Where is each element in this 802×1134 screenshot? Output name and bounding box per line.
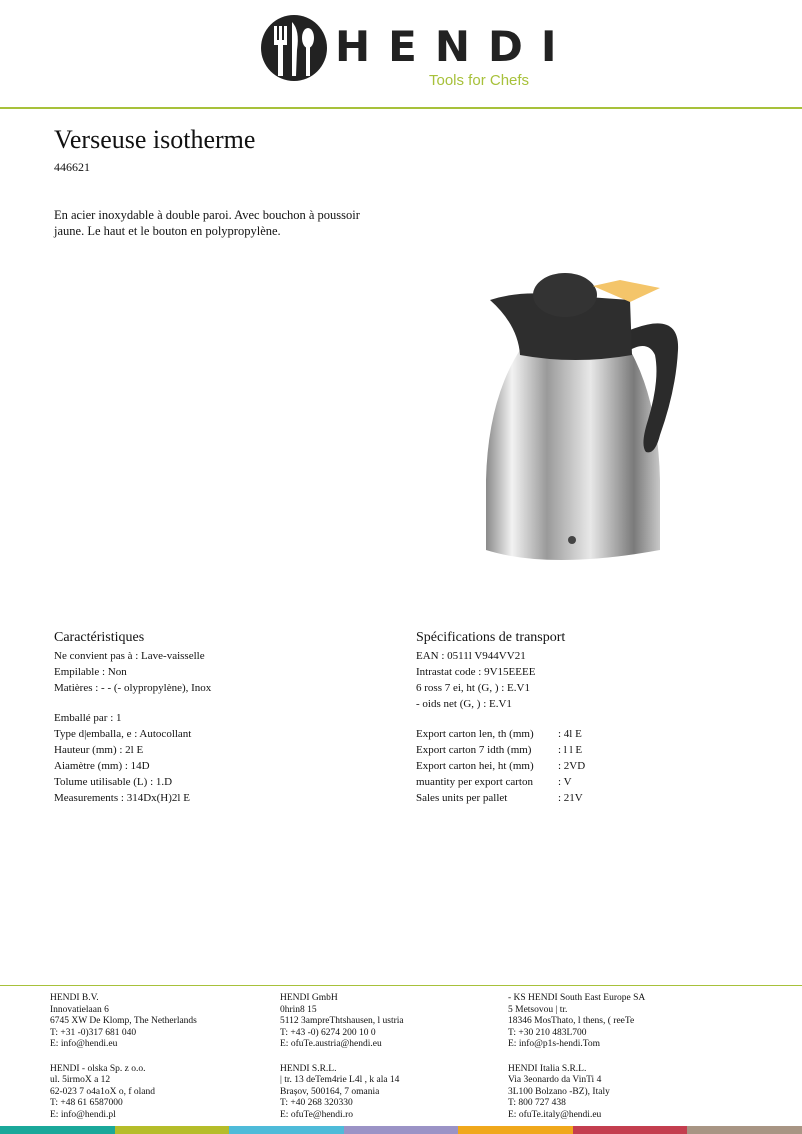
address-line: Via 3eonardo da VinTi 4 — [508, 1075, 602, 1085]
header-divider — [0, 107, 802, 109]
address-line: E: ofuTe@hendi.ro — [280, 1109, 353, 1120]
transport-section — [416, 630, 585, 806]
address-line: E: info@p1s-hendi.Tom — [508, 1039, 600, 1049]
features-heading: Caractéristiques — [54, 630, 145, 645]
feature-line: Measurements : 314Dx(H)2l E — [54, 792, 190, 804]
transport-line: 6 ross 7 ei, ht (G, ) : E.V1 — [416, 682, 530, 694]
address-line: Innovatielaan 6 — [50, 1004, 109, 1015]
address-block — [508, 1064, 645, 1122]
address-line: T: +48 61 6587000 — [50, 1098, 123, 1108]
color-stripe — [229, 1126, 344, 1134]
transport-line: Intrastat code : 9V15EEEE — [416, 666, 536, 678]
address-block — [280, 993, 404, 1051]
features-section — [54, 630, 211, 806]
feature-line: Hauteur (mm) : 2l E — [54, 744, 144, 756]
address-line: T: +30 210 483L700 — [508, 1027, 587, 1038]
color-stripe — [687, 1126, 802, 1134]
row-value: : 4l E — [558, 728, 582, 740]
row-label: Export carton 7 idth (mm) — [416, 744, 532, 756]
feature-line: Type d|emballa, e : Autocollant — [54, 728, 192, 740]
product-description: En acier inoxydable à double paroi. Avec bouchon à poussoir jaune. Le haut et le bouton en polypropylène. — [54, 208, 360, 238]
address-line: 62-023 7 o4a1oX o, f oland — [50, 1086, 156, 1097]
transport-row — [416, 758, 585, 774]
address-line: 6745 XW De Klomp, The Netherlands — [50, 1016, 197, 1026]
footer-column — [280, 993, 404, 1134]
row-label: Export carton hei, ht (mm) — [416, 760, 534, 772]
address-line: E: ofuTe.austria@hendi.eu — [280, 1039, 382, 1049]
address-line: T: +43 -0) 6274 200 10 0 — [280, 1027, 376, 1038]
product-image — [410, 190, 760, 615]
address-line: 5112 3ampreThtshausen, l ustria — [280, 1016, 404, 1026]
address-line: E: info@hendi.pl — [50, 1109, 116, 1120]
color-stripe — [573, 1126, 688, 1134]
transport-row — [416, 742, 585, 758]
product-code: 446621 — [54, 160, 90, 174]
address-line: T: +40 268 320330 — [280, 1098, 353, 1108]
transport-row — [416, 726, 585, 742]
address-line: E: info@hendi.eu — [50, 1039, 118, 1049]
address-block — [508, 993, 645, 1051]
tagline: Tools for Chefs — [429, 72, 530, 89]
feature-line: Matières : - - (- olypropylène), Inox — [54, 682, 212, 694]
color-stripe — [458, 1126, 573, 1134]
brand-name: HENDI — [335, 22, 575, 71]
color-stripe — [344, 1126, 459, 1134]
address-line: E: ofuTe.italy@hendi.eu — [508, 1109, 602, 1120]
address-line: 18346 MosThato, l thens, ( reeTe — [508, 1016, 635, 1026]
address-line: | tr. 13 deTem4rie L4l , k ala 14 — [280, 1075, 400, 1085]
color-stripe — [0, 1126, 115, 1134]
address-line: HENDI B.V. — [50, 993, 99, 1003]
row-label: muantity per export carton — [416, 776, 533, 788]
footer-column — [50, 993, 197, 1134]
transport-line: - oids net (G, ) : E.V1 — [416, 698, 512, 710]
address-line: HENDI Italia S.R.L. — [508, 1063, 587, 1074]
product-title: Verseuse isotherme — [54, 125, 256, 154]
address-block — [50, 993, 197, 1051]
address-line: ul. 5irmoX a 12 — [50, 1075, 111, 1085]
address-line: - KS HENDI South East Europe SA — [508, 993, 646, 1003]
address-line: HENDI GmbH — [280, 993, 338, 1003]
address-line: 0hrin8 15 — [280, 1004, 317, 1015]
row-value: : 2VD — [558, 760, 586, 772]
address-block — [280, 1064, 404, 1122]
address-line: 3L100 Bolzano -BZ), Italy — [508, 1086, 610, 1097]
transport-row — [416, 774, 585, 790]
address-block — [50, 1064, 197, 1122]
address-line: T: 800 727 438 — [508, 1098, 566, 1108]
feature-line: Tolume utilisable (L) : 1.D — [54, 776, 173, 788]
address-line: HENDI S.R.L. — [280, 1063, 337, 1074]
row-label: Sales units per pallet — [416, 792, 508, 804]
address-line: HENDI - olska Sp. z o.o. — [50, 1063, 146, 1074]
cutlery-logo-icon — [260, 14, 328, 82]
row-value: : l l E — [558, 744, 583, 756]
transport-line: EAN : 0511l V944VV21 — [416, 650, 526, 662]
footer-column — [508, 993, 645, 1134]
feature-line: Ne convient pas à : Lave-vaisselle — [54, 650, 205, 662]
row-label: Export carton len, th (mm) — [416, 728, 534, 740]
row-value: : 21V — [558, 792, 583, 804]
feature-line: Empilable : Non — [54, 666, 127, 678]
color-stripe-bar — [0, 1126, 802, 1134]
feature-line: Emballé par : 1 — [54, 712, 122, 724]
address-line: 5 Metsovou | tr. — [508, 1004, 568, 1015]
address-line: T: +31 -0)317 681 040 — [50, 1027, 137, 1038]
transport-heading: Spécifications de transport — [416, 630, 566, 645]
feature-line: Aiamètre (mm) : 14D — [54, 760, 150, 772]
transport-row — [416, 790, 585, 806]
footer-divider — [0, 985, 802, 986]
color-stripe — [115, 1126, 230, 1134]
address-line: Brașov, 500164, 7 omania — [280, 1086, 380, 1097]
row-value: : V — [558, 776, 572, 788]
